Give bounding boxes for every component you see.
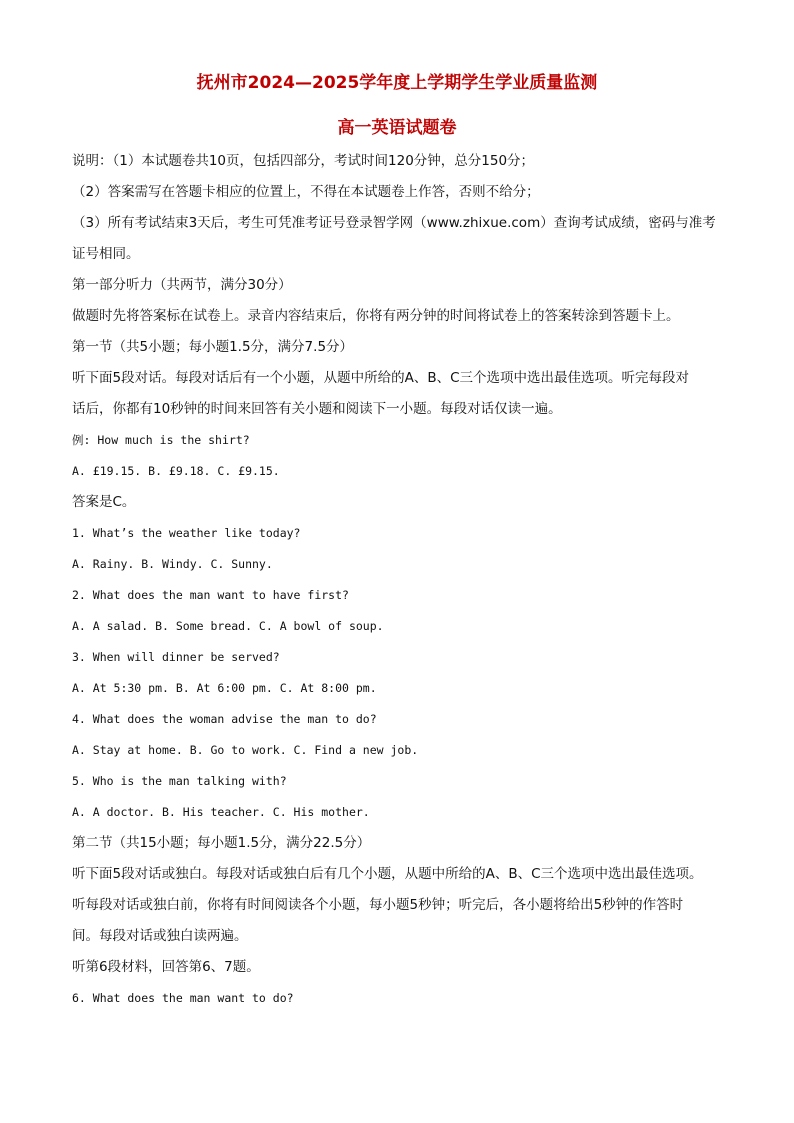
instruction-line: （2）答案需写在答题卡相应的位置上，不得在本试题卷上作答，否则不给分；	[72, 184, 540, 200]
instruction-line: 间。每段对话或独白读两遍。	[72, 928, 248, 944]
exam-subtitle: 高一英语试题卷	[337, 118, 457, 138]
instruction-line: （3）所有考试结束3天后，考生可凭准考证号登录智学网（www.zhixue.com）查询考试成绩，密码与准考	[72, 215, 716, 231]
question: 5. Who is the man talking with?	[72, 774, 287, 788]
question-options: A. A salad. B. Some bread. C. A bowl of soup.	[72, 619, 384, 633]
question-options: A. Stay at home. B. Go to work. C. Find a new job.	[72, 743, 419, 757]
exam-title: 抚州市2024—2025学年度上学期学生学业质量监测	[196, 73, 598, 93]
section-heading: 第二节（共15小题；每小题1.5分，满分22.5分）	[72, 835, 371, 851]
question-options: A. At 5:30 pm. B. At 6:00 pm. C. At 8:00 pm.	[72, 681, 377, 695]
section-heading: 第一节（共5小题；每小题1.5分，满分7.5分）	[72, 339, 354, 355]
question: 2. What does the man want to have first?	[72, 588, 349, 602]
example-answer: 答案是C。	[72, 494, 136, 510]
material-heading: 听第6段材料，回答第6、7题。	[72, 959, 260, 975]
example-question: 例: How much is the shirt?	[72, 433, 250, 447]
question: 3. When will dinner be served?	[72, 650, 280, 664]
instruction-line: 听下面5段对话。每段对话后有一个小题，从题中所给的A、B、C三个选项中选出最佳选项。听完每段对	[72, 370, 690, 386]
question-options: A. A doctor. B. His teacher. C. His mother.	[72, 805, 370, 819]
instruction-line: 话后，你都有10秒钟的时间来回答有关小题和阅读下一小题。每段对话仅读一遍。	[72, 401, 562, 417]
instruction-line: 听每段对话或独白前，你将有时间阅读各个小题，每小题5秒钟；听完后，各小题将给出5秒钟的作答时	[72, 897, 684, 913]
question: 1. What’s the weather like today?	[72, 526, 301, 540]
instruction-line: 证号相同。	[72, 246, 140, 262]
question: 6. What does the man want to do?	[72, 991, 294, 1005]
instruction-line: 做题时先将答案标在试卷上。录音内容结束后，你将有两分钟的时间将试卷上的答案转涂到答题卡上。	[72, 308, 680, 324]
section-heading: 第一部分听力（共两节，满分30分）	[72, 277, 292, 293]
example-options: A. £19.15. B. £9.18. C. £9.15.	[72, 464, 280, 478]
question: 4. What does the woman advise the man to do?	[72, 712, 377, 726]
question-options: A. Rainy. B. Windy. C. Sunny.	[72, 557, 273, 571]
instruction-line: 听下面5段对话或独白。每段对话或独白后有几个小题，从题中所给的A、B、C三个选项中选出最佳选项。	[72, 866, 703, 882]
instruction-line: 说明：（1）本试题卷共10页，包括四部分，考试时间120分钟，总分150分；	[72, 153, 535, 169]
